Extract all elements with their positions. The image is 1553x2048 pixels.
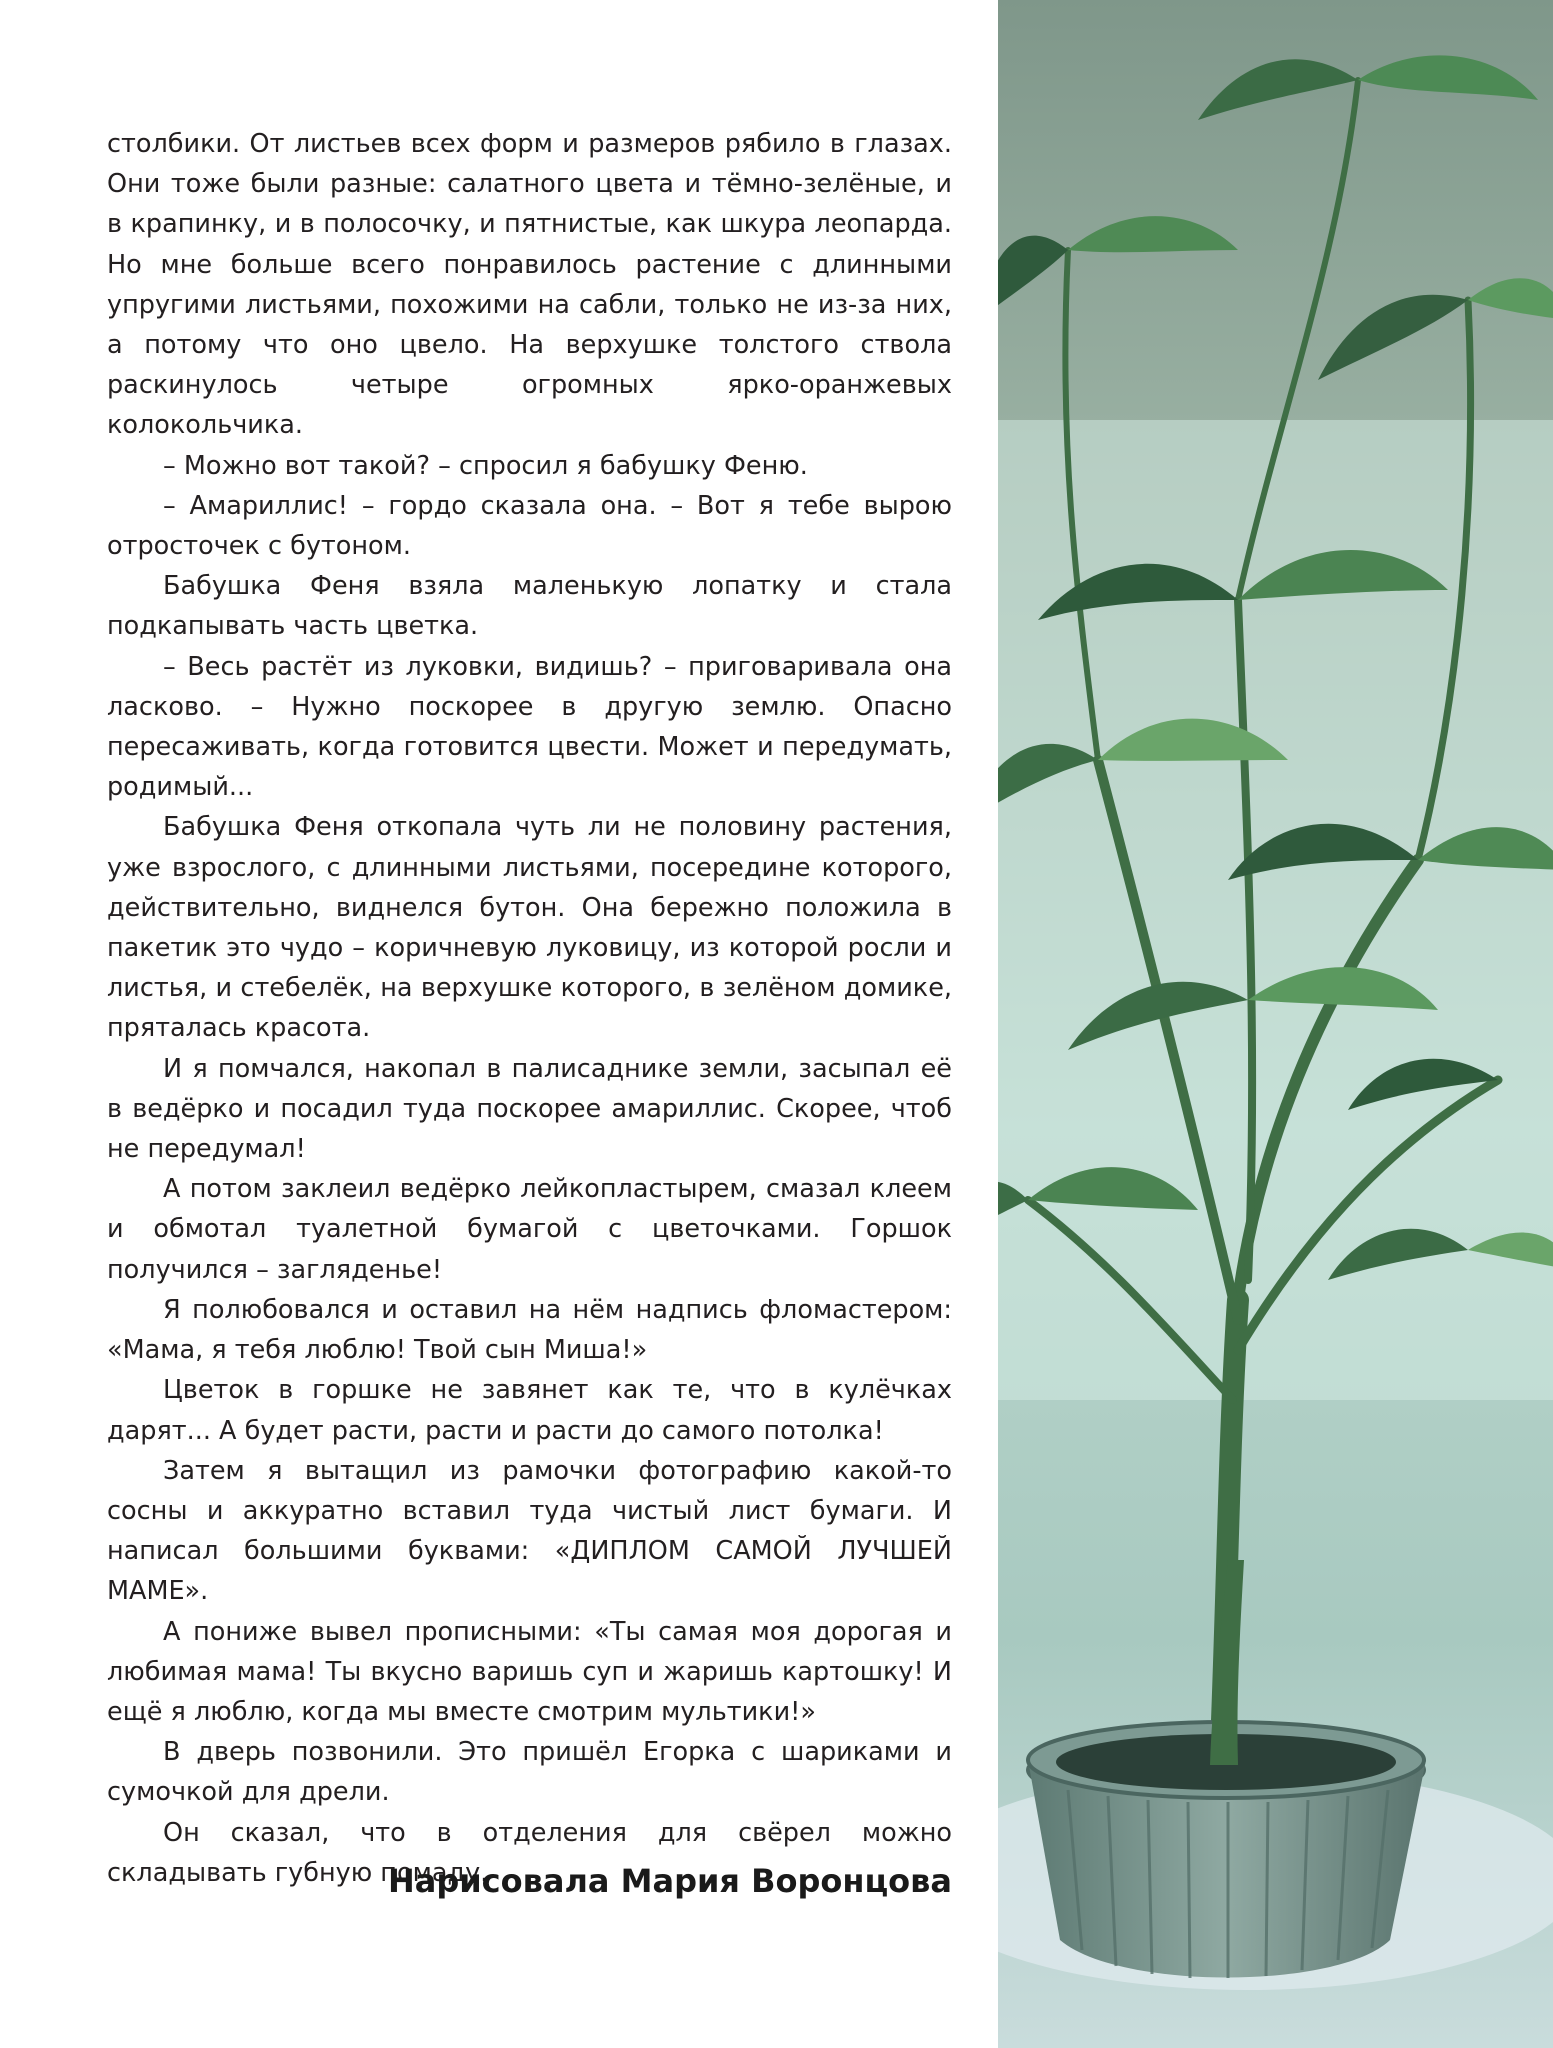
story-paragraph: – Весь растёт из луковки, видишь? – приговаривала она ласково. – Нужно поскорее в другую землю. Опасно пересаживать, когда готовится цвести. Может и передумать, родимый... xyxy=(107,651,952,803)
story-paragraph: И я помчался, накопал в палисаднике земли, засыпал её в ведёрко и посадил туда поскорее амариллис. Скорее, чтоб не передумал! xyxy=(107,1053,952,1165)
plant-illustration xyxy=(998,0,1553,2048)
story-paragraph: В дверь позвонили. Это пришёл Егорка с шариками и сумочкой для дрели. xyxy=(107,1737,952,1808)
illustrator-credit: Нарисовала Мария Воронцова xyxy=(387,1862,952,1900)
story-text xyxy=(107,124,952,1893)
story-paragraph: Цветок в горшке не завянет как те, что в кулёчках дарят... А будет расти, расти и расти до самого потолка! xyxy=(107,1375,952,1446)
story-paragraph: Затем я вытащил из рамочки фотографию какой-то сосны и аккуратно вставил туда чистый лист бумаги. И написал большими буквами: «ДИПЛОМ САМОЙ ЛУЧШЕЙ МАМЕ». xyxy=(107,1455,952,1607)
story-paragraph: Я полюбовался и оставил на нём надпись фломастером: «Мама, я тебя люблю! Твой сын Миша!» xyxy=(107,1294,952,1366)
story-paragraph: столбики. От листьев всех форм и размеров рябило в глазах. Они тоже были разные: салатного цвета и тёмно-зелёные, и в крапинку, и в полосочку, и пятнистые, как шкура леопарда. Но мне больше всего понравилось растение с длинными упругими листьями, похожими на сабли, только не из-за них, а потому что оно цвело. На верхушке толстого ствола раскинулось четыре огромных ярко-оранжевых колокольчика. xyxy=(107,129,952,441)
story-paragraph: А пониже вывел прописными: «Ты самая моя дорогая и любимая мама! Ты вкусно варишь суп и жаришь картошку! И ещё я люблю, когда мы вместе смотрим мультики!» xyxy=(107,1616,952,1727)
story-paragraph: Бабушка Феня откопала чуть ли не половину растения, уже взрослого, с длинными листьями, посередине которого, действительно, виднелся бутон. Она бережно положила в пакетик это чудо – коричневую луковицу, из которой росли и листья, и стебелёк, на верхушке которого, в зелёном домике, пряталась красота. xyxy=(107,812,952,1044)
window-light xyxy=(998,420,1553,1400)
story-paragraph: Бабушка Феня взяла маленькую лопатку и стала подкапывать часть цветка. xyxy=(107,571,952,642)
story-paragraph: – Можно вот такой? – спросил я бабушку Феню. xyxy=(163,450,808,481)
story-paragraph: А потом заклеил ведёрко лейкопластырем, смазал клеем и обмотал туалетной бумагой с цветочками. Горшок получился – загляденье! xyxy=(107,1174,952,1285)
story-paragraph: Он сказал, что в отделения для свёрел можно складывать губную помаду. xyxy=(107,1817,952,1888)
story-paragraph: – Амариллис! – гордо сказала она. – Вот я тебе вырою отросточек с бутоном. xyxy=(107,490,952,562)
